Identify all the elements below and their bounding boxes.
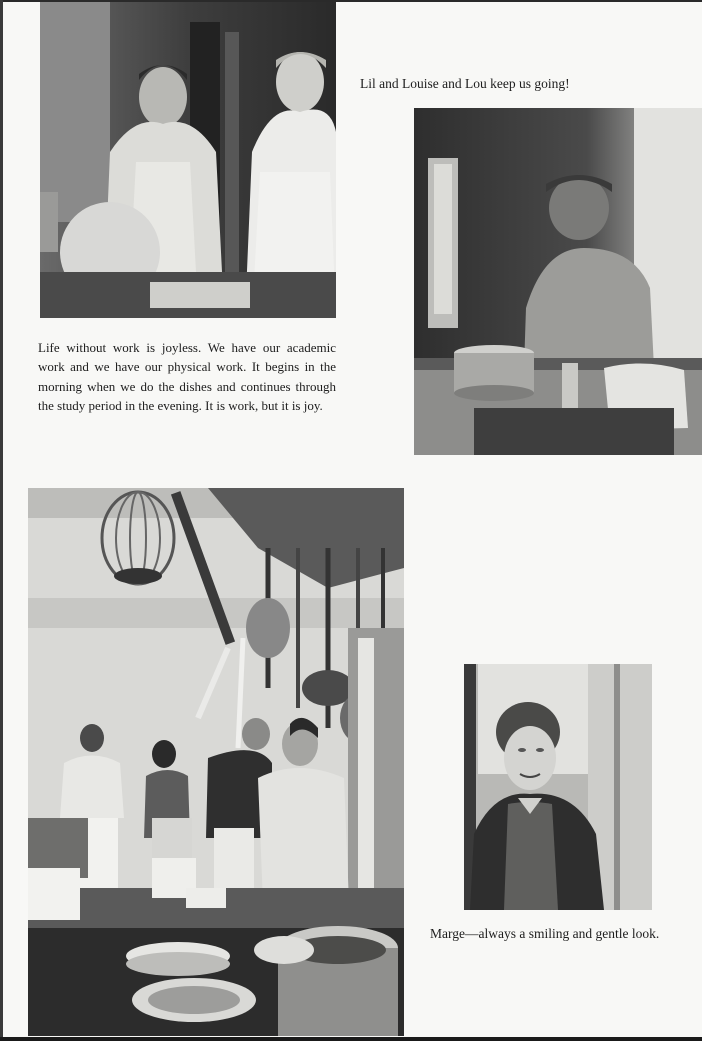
photo-kitchen-dishwashing-image bbox=[28, 488, 404, 1036]
photo-woman-at-stove-image bbox=[414, 108, 702, 455]
photo-marge-portrait-image bbox=[464, 664, 652, 910]
photo-two-kitchen-women-image bbox=[40, 2, 336, 318]
page-left-edge bbox=[0, 0, 3, 1041]
caption-lil-louise-lou: Lil and Louise and Lou keep us going! bbox=[360, 76, 570, 91]
photo-marge-portrait bbox=[464, 664, 652, 910]
photo-two-kitchen-women bbox=[40, 2, 336, 318]
photo-woman-at-stove bbox=[414, 108, 702, 455]
page-bottom-edge bbox=[0, 1037, 702, 1041]
caption-life-without-work: Life without work is joyless. We have our academic work and we have our physical work. It begins in the morning when we do the dishes and continues through the study period in the evening. It is work, but it is joy. bbox=[38, 340, 336, 413]
photo-kitchen-dishwashing bbox=[28, 488, 404, 1036]
caption-marge: Marge—always a smiling and gentle look. bbox=[430, 926, 660, 941]
